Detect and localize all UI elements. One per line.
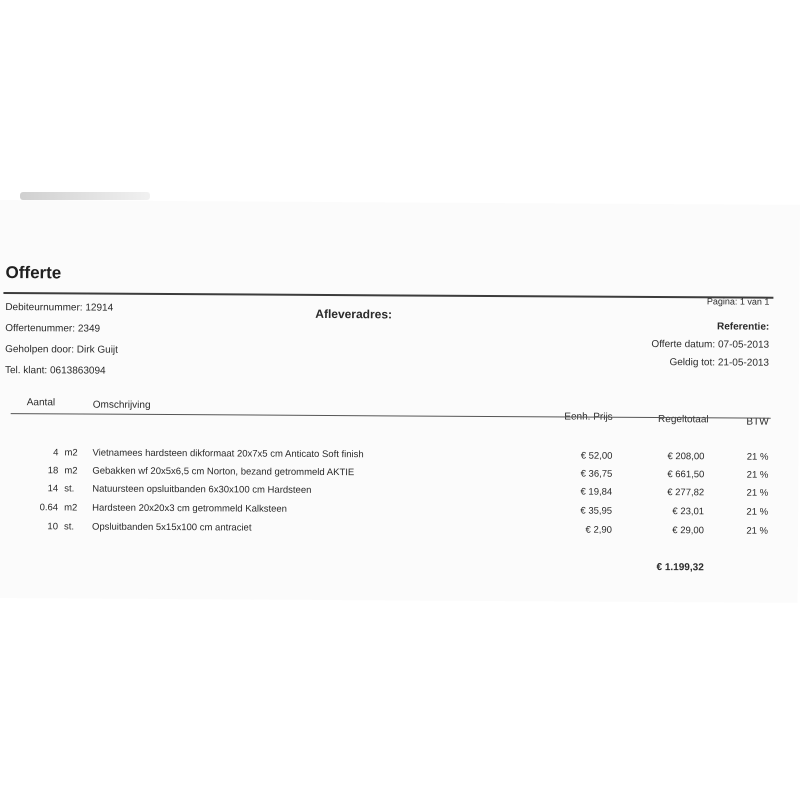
header-quantity: Aantal bbox=[26, 397, 56, 409]
row-quantity: 18 bbox=[47, 465, 59, 477]
header-unit-price: Eenh. Prijs bbox=[564, 411, 613, 423]
row-line-total: € 661,50 bbox=[667, 469, 705, 481]
debtor-number-line bbox=[5, 297, 118, 319]
helped-by-value: Dirk Guijt bbox=[76, 344, 118, 356]
row-unit-price: € 36,75 bbox=[580, 468, 613, 480]
quote-date-label: Offerte datum: bbox=[651, 338, 716, 351]
valid-until-label: Geldig tot: bbox=[669, 357, 716, 369]
row-description: Vietnamees hardsteen dikformaat 20x7x5 cm Anticato Soft finish bbox=[92, 447, 364, 461]
valid-until-value: 21-05-2013 bbox=[717, 357, 770, 369]
valid-until-line bbox=[651, 354, 769, 373]
header-vat: BTW bbox=[746, 416, 769, 428]
row-unit-price: € 52,00 bbox=[580, 450, 613, 462]
row-description: Hardsteen 20x20x3 cm getrommeld Kalksteen bbox=[92, 502, 288, 515]
reference-label: Referentie: bbox=[716, 321, 770, 333]
row-line-total: € 23,01 bbox=[672, 506, 705, 518]
quote-date-value: 07-05-2013 bbox=[717, 339, 770, 351]
row-description: Natuursteen opsluitbanden 6x30x100 cm Hardsteen bbox=[92, 483, 312, 496]
row-quantity: 4 bbox=[53, 447, 59, 459]
header-rule bbox=[3, 292, 773, 299]
customer-phone-value: 0613863094 bbox=[49, 365, 106, 377]
quote-number-value: 2349 bbox=[77, 323, 101, 335]
quote-number-label: Offertenummer: bbox=[5, 323, 76, 335]
row-unit-price: € 2,90 bbox=[585, 524, 613, 536]
helped-by-line bbox=[5, 339, 118, 361]
row-quantity: 0.64 bbox=[39, 502, 59, 514]
row-unit: m2 bbox=[64, 502, 78, 514]
customer-phone-line bbox=[5, 360, 118, 382]
row-line-total: € 29,00 bbox=[672, 525, 705, 537]
row-vat: 21 % bbox=[746, 469, 769, 481]
row-unit: m2 bbox=[64, 447, 78, 459]
row-unit-price: € 35,95 bbox=[580, 505, 613, 517]
debtor-number-label: Debiteurnummer: bbox=[5, 302, 83, 314]
row-quantity: 14 bbox=[47, 483, 59, 495]
reference-info bbox=[651, 318, 769, 373]
customer-info bbox=[5, 297, 118, 382]
row-line-total: € 277,82 bbox=[667, 487, 705, 499]
row-description: Opsluitbanden 5x15x100 cm antraciet bbox=[91, 521, 252, 534]
table-row bbox=[0, 521, 798, 544]
header-description: Omschrijving bbox=[92, 399, 151, 411]
debtor-number-value: 12914 bbox=[85, 302, 114, 314]
customer-phone-label: Tel. klant: bbox=[4, 365, 48, 377]
quote-number-line bbox=[5, 318, 118, 340]
page-number: Pagina: 1 van 1 bbox=[706, 296, 770, 307]
header-line-total: Regeltotaal bbox=[658, 414, 709, 426]
row-unit: m2 bbox=[64, 465, 78, 477]
row-unit: st. bbox=[63, 521, 75, 533]
row-vat: 21 % bbox=[746, 487, 769, 499]
row-vat: 21 % bbox=[746, 506, 769, 518]
helped-by-label: Geholpen door: bbox=[5, 344, 75, 356]
row-line-total: € 208,00 bbox=[667, 451, 705, 463]
row-description: Gebakken wf 20x5x6,5 cm Norton, bezand getrommeld AKTIE bbox=[92, 465, 355, 479]
quotation-document bbox=[0, 200, 800, 603]
quote-date-line bbox=[651, 336, 769, 355]
row-unit-price: € 19,84 bbox=[580, 486, 613, 498]
document-title: Offerte bbox=[5, 263, 62, 283]
row-vat: 21 % bbox=[746, 451, 769, 463]
delivery-address-label: Afleveradres: bbox=[315, 306, 393, 322]
row-quantity: 10 bbox=[47, 521, 59, 533]
row-unit: st. bbox=[64, 483, 75, 495]
grand-total: € 1.199,32 bbox=[656, 562, 704, 574]
row-vat: 21 % bbox=[746, 525, 769, 537]
top-handwriting-mark bbox=[20, 192, 150, 200]
table-header-rule bbox=[11, 413, 771, 419]
